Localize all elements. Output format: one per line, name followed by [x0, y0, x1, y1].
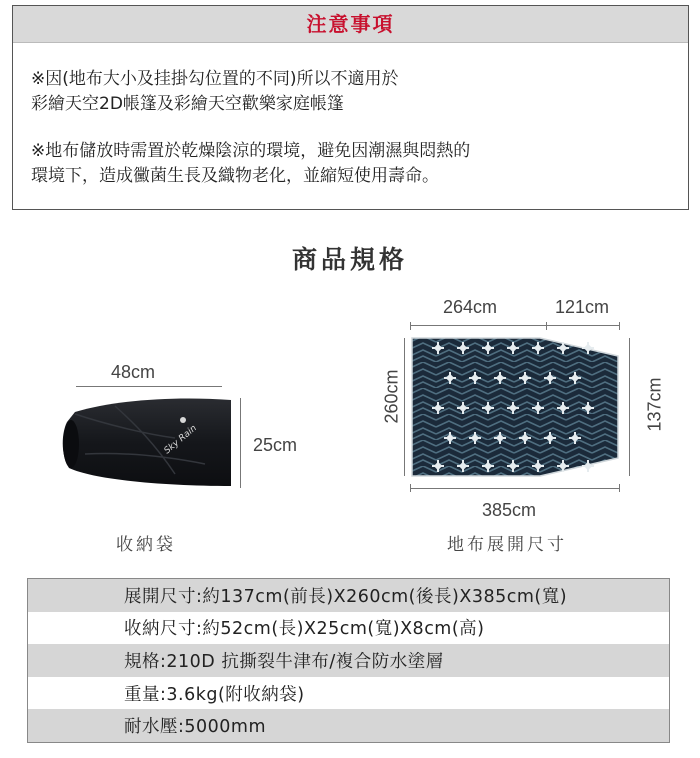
spec-row-3: 規格:210D 抗撕裂牛津布/複合防水塗層	[28, 644, 669, 677]
mat-bottom-tick-right	[619, 484, 620, 492]
bag-width-line	[76, 386, 222, 387]
notice-title: 注意事項	[13, 6, 688, 43]
mat-bottom-dimension-line	[410, 488, 620, 489]
bag-caption: 收納袋	[116, 535, 176, 555]
storage-bag-image	[55, 394, 235, 490]
bag-width-label: 48cm	[111, 362, 156, 382]
spec-row-1: 展開尺寸:約137cm(前長)X260cm(後長)X385cm(寬)	[28, 579, 669, 612]
mat-bottom-tick-left	[410, 484, 411, 492]
notice-p2-line2: 環境下，造成黴菌生長及織物老化，並縮短使用壽命。	[31, 166, 439, 186]
notice-p2-line1: ※地布儲放時需置於乾燥陰涼的環境，避免因潮濕與悶熱的	[31, 141, 471, 161]
bag-logo-dot	[180, 417, 186, 423]
bag-body	[63, 399, 231, 487]
mat-top-left-label: 264cm	[443, 297, 498, 317]
bag-height-label: 25cm	[253, 435, 298, 455]
mat-top-tick-left	[410, 322, 411, 330]
mat-right-dimension-line	[629, 338, 630, 476]
ground-mat-image	[410, 336, 624, 478]
spec-section-title: 商品規格	[291, 245, 408, 274]
mat-top-tick-mid	[546, 322, 547, 330]
spec-table	[27, 578, 670, 743]
mat-left-label: 260cm	[381, 369, 402, 424]
spec-row-2: 收納尺寸:約52cm(長)X25cm(寬)X8cm(高)	[124, 619, 485, 640]
notice-p1-line1: ※因(地布大小及挂掛勾位置的不同)所以不適用於	[31, 69, 399, 89]
mat-caption: 地布展開尺寸	[447, 535, 567, 555]
mat-top-right-label: 121cm	[555, 297, 610, 317]
spec-row-5: 耐水壓:5000mm	[28, 709, 669, 742]
bag-end	[63, 420, 79, 468]
notice-paragraph-2	[31, 139, 470, 189]
mat-top-dimension-line	[410, 325, 620, 326]
mat-left-dimension-line	[404, 338, 405, 476]
bag-logo: Sky Rain	[162, 423, 199, 457]
bag-height-line	[240, 398, 241, 488]
mat-right-label: 137cm	[644, 377, 665, 432]
mat-top-tick-right	[619, 322, 620, 330]
notice-box	[12, 5, 689, 210]
notice-p1-line2: 彩繪天空2D帳篷及彩繪天空歡樂家庭帳篷	[31, 94, 344, 114]
spec-row-4: 重量:3.6kg(附收納袋)	[124, 684, 305, 705]
notice-paragraph-1	[31, 67, 399, 117]
mat-bottom-label: 385cm	[482, 500, 537, 520]
